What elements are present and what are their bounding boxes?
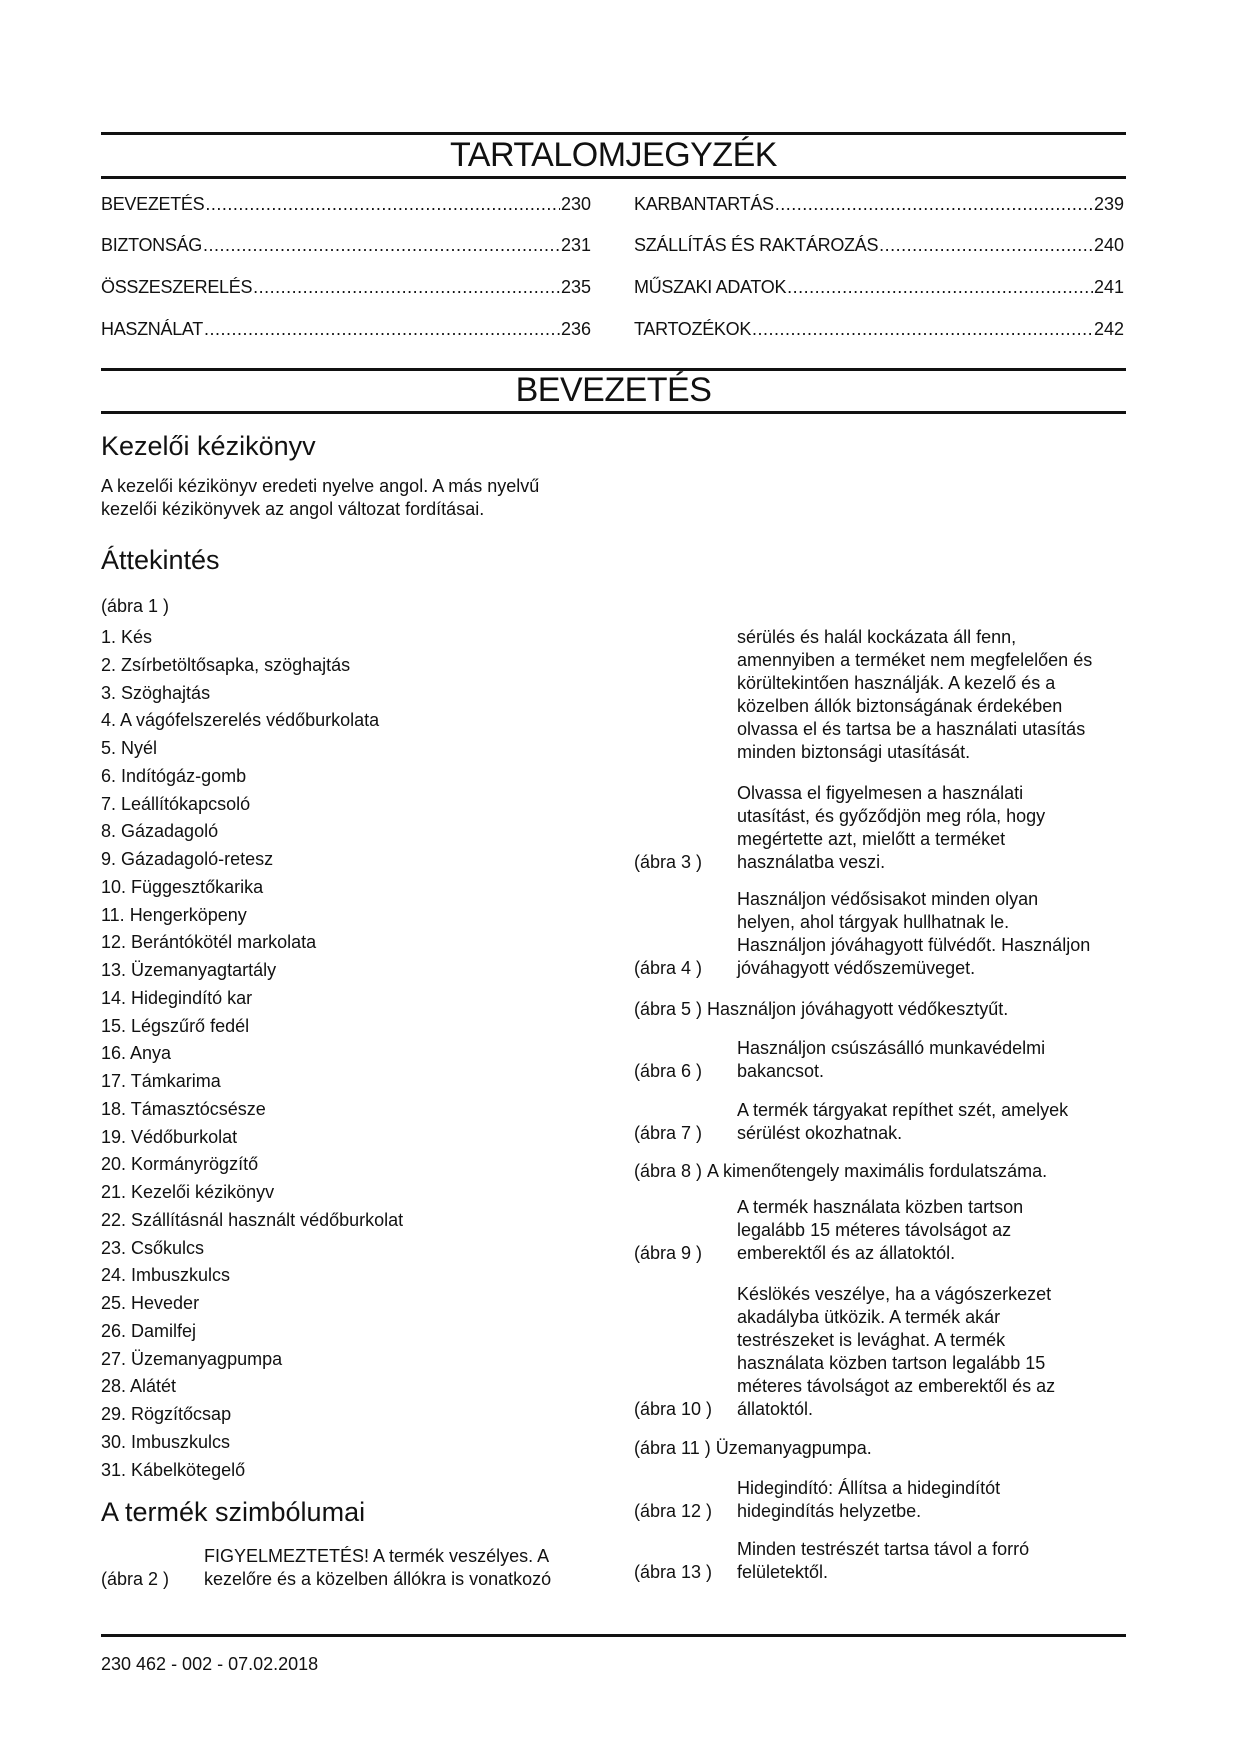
toc-leader <box>205 193 560 215</box>
symbol-text: FIGYELMEZTETÉS! A termék veszélyes. A kezelőre és a közelben állókra is vonatkozó <box>204 1546 552 1589</box>
figure-ref: (ábra 12 ) <box>634 1501 713 1521</box>
symbol-item <box>634 1037 1045 1083</box>
part-item: 27. Üzemanyagpumpa <box>101 1348 283 1369</box>
toc-page: 231 <box>560 235 591 255</box>
toc-page: 242 <box>1093 319 1124 339</box>
toc-label: BEVEZETÉS <box>101 194 205 214</box>
part-item: 31. Kábelkötegelő <box>101 1459 246 1480</box>
symbol-text: sérülés és halál kockázata áll fenn, amennyiben a terméket nem megfelelően és körültekintően használják. A kezelő és a közelben állók biztonságának érdekében olvassa el és tartsa be a használati utasítás minden biztonsági utasítását. <box>737 627 1093 762</box>
figure-ref: (ábra 6 ) <box>634 1061 703 1081</box>
figure-ref: (ábra 13 ) <box>634 1562 713 1582</box>
symbol-item <box>634 888 1090 980</box>
toc-entry[interactable] <box>101 234 591 256</box>
symbol-text: Késlökés veszélye, ha a vágószerkezet akadályba ütközik. A termék akár testrészeket is levághat. A termék használata közben tartson legalább 15 méteres távolságot az emberektől és az állatoktól. <box>737 1284 1056 1419</box>
symbol-text: A termék tárgyakat repíthet szét, amelyek sérülést okozhatnak. <box>737 1100 1069 1143</box>
toc-title: TARTALOMJEGYZÉK <box>450 136 777 174</box>
symbol-item <box>634 1283 1055 1421</box>
toc-entry[interactable] <box>101 276 591 298</box>
toc-page: 241 <box>1093 277 1124 297</box>
toc-label: MŰSZAKI ADATOK <box>634 277 787 297</box>
part-item: 11. Hengerköpeny <box>101 904 247 925</box>
part-item: 23. Csőkulcs <box>101 1237 205 1258</box>
symbol-item <box>101 1545 551 1591</box>
part-item: 15. Légszűrő fedél <box>101 1015 250 1036</box>
toc-leader <box>787 276 1093 298</box>
part-item: 7. Leállítókapcsoló <box>101 793 251 814</box>
part-item: 19. Védőburkolat <box>101 1126 238 1147</box>
overview-heading: Áttekintés <box>101 545 220 575</box>
divider <box>101 176 1126 179</box>
part-item: 20. Kormányrögzítő <box>101 1154 259 1175</box>
part-item: 16. Anya <box>101 1043 172 1064</box>
toc-entry[interactable] <box>634 318 1124 340</box>
part-item: 1. Kés <box>101 627 153 647</box>
toc-label: ÖSSZESZERELÉS <box>101 277 253 297</box>
symbol-text: Hidegindító: Állítsa a hidegindítót hidegindítás helyzetbe. <box>737 1478 1001 1521</box>
symbol-text: Használjon védősisakot minden olyan helyen, ahol tárgyak hullhatnak le. Használjon jóváhagyott fülvédőt. Használjon jóváhagyott védőszemüveget. <box>737 889 1091 978</box>
part-item: 14. Hidegindító kar <box>101 987 253 1008</box>
symbol-text: Minden testrészét tartsa távol a forró felületektől. <box>737 1539 1030 1582</box>
symbol-item <box>634 1437 872 1460</box>
part-item: 8. Gázadagoló <box>101 821 219 842</box>
toc-label: TARTOZÉKOK <box>634 319 752 339</box>
toc-label: KARBANTARTÁS <box>634 194 774 214</box>
part-item: 3. Szöghajtás <box>101 682 211 703</box>
toc-leader <box>203 234 560 256</box>
symbol-text: A kimenőtengely maximális fordulatszáma. <box>707 1161 1048 1181</box>
part-item: 4. A vágófelszerelés védőburkolata <box>101 710 380 731</box>
toc-entry[interactable] <box>101 193 591 215</box>
symbol-item <box>634 782 1045 874</box>
figure-ref: (ábra 4 ) <box>634 958 703 978</box>
part-item: 18. Támasztócsésze <box>101 1098 266 1119</box>
part-item: 30. Imbuszkulcs <box>101 1431 231 1452</box>
part-item: 29. Rögzítőcsap <box>101 1404 232 1424</box>
toc-entry[interactable] <box>101 318 591 340</box>
toc-leader <box>253 276 560 298</box>
toc-page: 235 <box>560 277 591 297</box>
toc-label: HASZNÁLAT <box>101 319 203 339</box>
toc-entry[interactable] <box>634 276 1124 298</box>
symbol-item <box>634 1538 1029 1584</box>
toc-leader <box>752 318 1093 340</box>
figure-ref: (ábra 5 ) <box>634 999 703 1019</box>
symbol-item <box>634 626 1092 764</box>
part-item: 21. Kezelői kézikönyv <box>101 1182 275 1202</box>
part-item: 13. Üzemanyagtartály <box>101 960 277 980</box>
overview-figure-ref: (ábra 1 ) <box>101 596 170 616</box>
part-item: 25. Heveder <box>101 1293 200 1313</box>
toc-leader <box>879 234 1093 256</box>
part-item: 2. Zsírbetöltősapka, szöghajtás <box>101 654 351 675</box>
symbol-item <box>634 1196 1023 1265</box>
symbol-text: Használjon csúszásálló munkavédelmi bakancsot. <box>737 1038 1046 1081</box>
toc-page: 239 <box>1093 194 1124 214</box>
symbol-text: Üzemanyagpumpa. <box>715 1438 872 1458</box>
footer-doc-id: 230 462 - 002 - 07.02.2018 <box>101 1654 319 1674</box>
toc-leader <box>204 318 560 340</box>
symbol-text: Olvassa el figyelmesen a használati utasítást, és győződjön meg róla, hogy megértette azt, mielőtt a terméket használatba veszi. <box>737 783 1046 872</box>
symbol-item <box>634 998 1008 1021</box>
figure-ref: (ábra 8 ) <box>634 1161 703 1181</box>
parts-list <box>101 625 403 1485</box>
divider <box>101 411 1126 414</box>
footer-divider <box>101 1634 1126 1637</box>
symbols-heading: A termék szimbólumai <box>101 1497 366 1527</box>
symbol-item <box>634 1099 1068 1145</box>
part-item: 12. Berántókötél markolata <box>101 932 317 953</box>
toc-leader <box>775 193 1093 215</box>
manual-heading: Kezelői kézikönyv <box>101 431 316 461</box>
toc-entry[interactable] <box>634 234 1124 256</box>
part-item: 24. Imbuszkulcs <box>101 1265 231 1286</box>
figure-ref: (ábra 7 ) <box>634 1123 703 1143</box>
symbol-item <box>634 1160 1047 1183</box>
section-title: BEVEZETÉS <box>515 371 712 409</box>
figure-ref: (ábra 3 ) <box>634 852 703 872</box>
toc-entry[interactable] <box>634 193 1124 215</box>
part-item: 9. Gázadagoló-retesz <box>101 849 274 869</box>
symbol-item <box>634 1477 1000 1523</box>
toc-label: SZÁLLÍTÁS ÉS RAKTÁROZÁS <box>634 235 879 255</box>
part-item: 6. Indítógáz-gomb <box>101 765 247 786</box>
toc-page: 230 <box>560 194 591 214</box>
symbol-text: A termék használata közben tartson legalább 15 méteres távolságot az emberektől és az állatoktól. <box>737 1197 1024 1263</box>
toc-page: 236 <box>560 319 591 339</box>
part-item: 28. Alátét <box>101 1376 177 1397</box>
part-item: 17. Támkarima <box>101 1071 221 1091</box>
symbol-text: Használjon jóváhagyott védőkesztyűt. <box>707 999 1009 1019</box>
part-item: 5. Nyél <box>101 738 158 758</box>
figure-ref: (ábra 11 ) <box>634 1438 711 1458</box>
part-item: 22. Szállításnál használt védőburkolat <box>101 1209 404 1230</box>
part-item: 26. Damilfej <box>101 1320 197 1341</box>
figure-ref: (ábra 2 ) <box>101 1569 170 1589</box>
manual-text: A kezelői kézikönyv eredeti nyelve angol. A más nyelvű kezelői kézikönyvek az angol változat fordításai. <box>101 476 540 519</box>
figure-ref: (ábra 10 ) <box>634 1399 713 1419</box>
toc-page: 240 <box>1093 235 1124 255</box>
part-item: 10. Függesztőkarika <box>101 876 264 897</box>
figure-ref: (ábra 9 ) <box>634 1243 703 1263</box>
toc-label: BIZTONSÁG <box>101 235 202 255</box>
